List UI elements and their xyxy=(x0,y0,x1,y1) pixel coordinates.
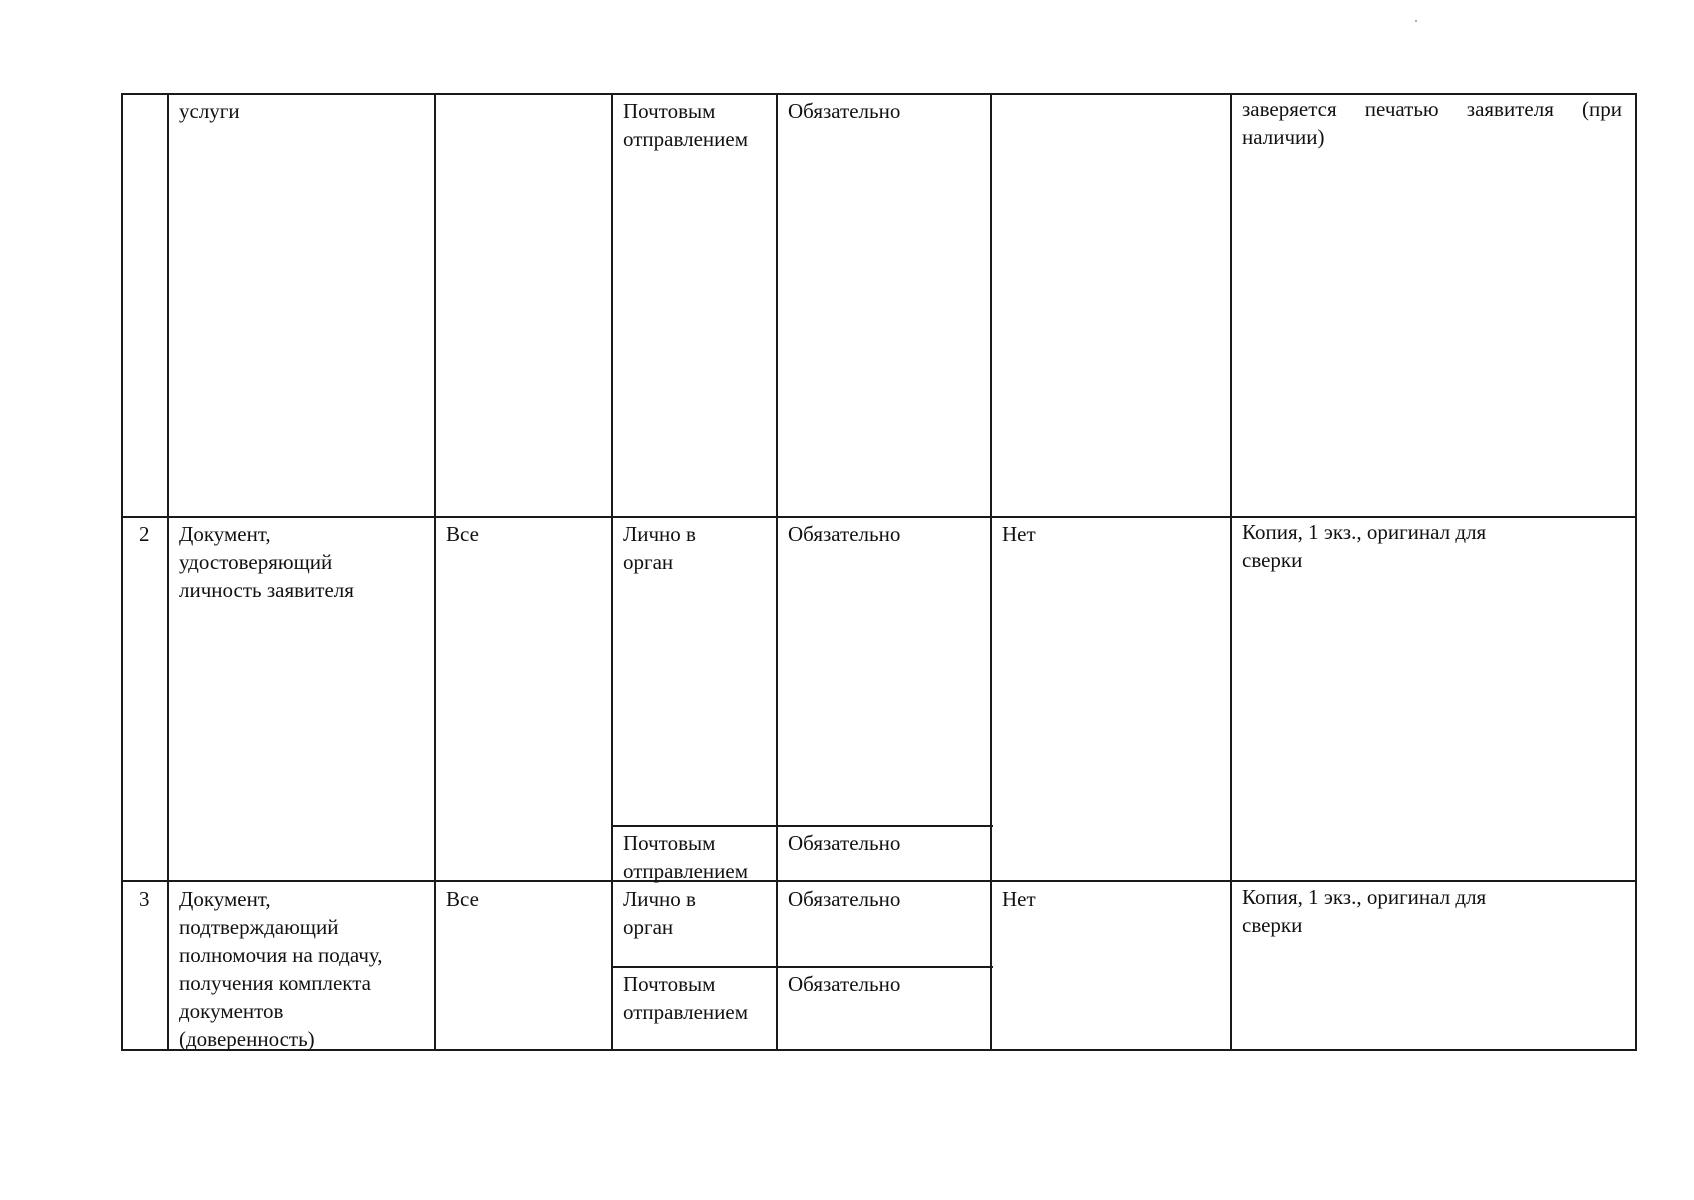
row-divider xyxy=(121,880,1637,882)
submission-method-cell: Лично в орган xyxy=(623,887,696,939)
note-cell: Копия, 1 экз., оригинал для сверки xyxy=(1242,520,1487,572)
applicant-category-cell: Все xyxy=(446,522,479,546)
row-number-cell: 2 xyxy=(139,522,150,546)
subrow-divider xyxy=(612,825,993,827)
column-divider xyxy=(776,93,778,1051)
column-divider xyxy=(434,93,436,1051)
submission-method-cell: Почтовым отправлением xyxy=(623,99,748,151)
requirement-cell: Обязательно xyxy=(788,831,901,855)
conditional-cell: Нет xyxy=(1002,522,1036,546)
submission-method-cell: Почтовым отправлением xyxy=(623,831,748,883)
requirement-cell: Обязательно xyxy=(788,522,901,546)
document-name-cell: услуги xyxy=(179,99,240,123)
requirement-cell: Обязательно xyxy=(788,99,901,123)
column-divider xyxy=(167,93,169,1051)
conditional-cell: Нет xyxy=(1002,887,1036,911)
subrow-divider xyxy=(612,966,993,968)
column-divider xyxy=(1230,93,1232,1051)
column-divider xyxy=(611,93,613,1051)
document-name-cell: Документ, удостоверяющий личность заявителя xyxy=(179,522,354,602)
row-number-cell: 3 xyxy=(139,887,150,911)
note-cell: заверяется печатью заявителя (при наличии) xyxy=(1242,97,1622,149)
scan-speck xyxy=(1415,20,1417,22)
column-divider xyxy=(990,93,992,1051)
table-border-left xyxy=(121,93,123,1051)
requirement-cell: Обязательно xyxy=(788,972,901,996)
applicant-category-cell: Все xyxy=(446,887,479,911)
note-cell: Копия, 1 экз., оригинал для сверки xyxy=(1242,885,1487,937)
document-name-cell: Документ, подтверждающий полномочия на подачу, получения комплекта документов (доверенность) xyxy=(179,887,383,1051)
submission-method-cell: Лично в орган xyxy=(623,522,696,574)
table-border-right xyxy=(1635,93,1637,1051)
submission-method-cell: Почтовым отправлением xyxy=(623,972,748,1024)
requirement-cell: Обязательно xyxy=(788,887,901,911)
